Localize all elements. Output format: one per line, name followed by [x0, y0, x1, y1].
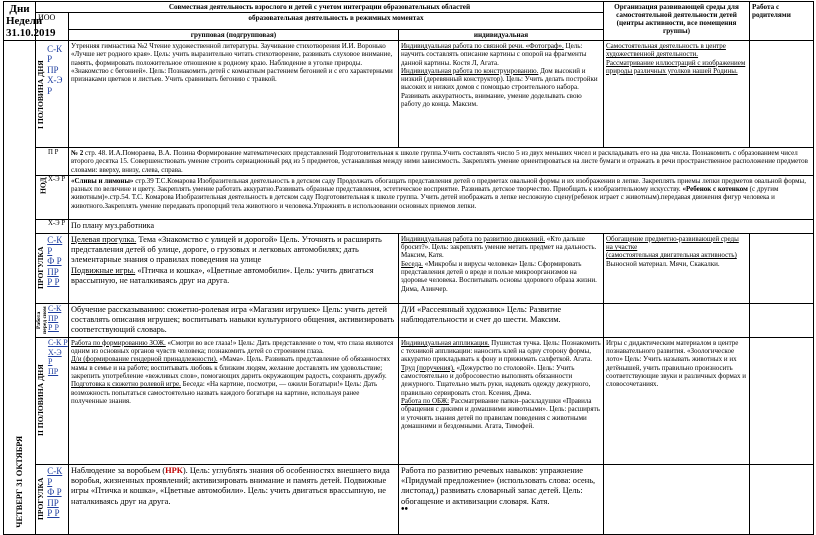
- sleep-ioo-2: ПР: [48, 313, 59, 323]
- nod1-ioo: П Р: [48, 148, 59, 156]
- walk1-ioo-4: Р Р: [47, 277, 60, 288]
- sleep-ioo-cell: [36, 303, 69, 337]
- r2-group-title: Работа по формированию ЗОЖ.: [71, 338, 166, 347]
- sleep-parents-cell: [750, 303, 814, 337]
- day-column: [4, 41, 36, 535]
- walk1-ioo-3: ПР: [47, 266, 59, 277]
- parents-header: Работа с родителями: [750, 2, 814, 41]
- walk1-group-b: «Птичка и кошка», «Цветные автомобили». Цель: учить двигаться врассыпную, не наталкиваясь друг на друга.: [71, 265, 374, 285]
- r1-group-cell: [69, 41, 399, 148]
- r2-group-cell: [69, 337, 399, 464]
- r2-ioo-1: С-К Р: [47, 338, 68, 348]
- nod1-text: стр. 48. И.А.Помораева, В.А. Позина Формирование математических представлений Подготовительная к школе группа.Учить составлять число 5 из двух меньших чисел и раскладывать его на два числа. Познакомить с образованием чисел второго десятка 15. Совершенствовать умение строить сериационный ряд из 5 предметов, устанавливая между ними зависимость. Закреплять умение ориентироваться на листе бумаги и отражать в речи пространственное расположение предметов словами: вверху, внизу, слева, справа.: [71, 149, 808, 174]
- walk2-environment-cell: [604, 464, 750, 534]
- r1-ioo-cell: [36, 41, 69, 148]
- r2-individual-b: «Дежурство по столовой». Цель: Учить самостоятельно и добросовестно выполнять обязанности дежурного. Тщательно мыть руки, надевать одежду дежурного, правильно сервировать стол. Ксения, Дима.: [401, 363, 591, 397]
- footer-dots: ••: [401, 504, 409, 515]
- r1-environment-text: Самостоятельная деятельность в центре художественной деятельности. Рассматривание иллюстраций с изображением природы различных уголков нашей Родины.: [606, 42, 746, 75]
- environment-header: Организация развивающей среды для самостоятельной деятельности детей (центры активности, все помещения группы): [604, 2, 750, 41]
- nod2-text-a: стр.39 Т.С.Комарова Изобразительная деятельность в детском саду Продолжать обогащать представления детей о предметах овальной формы и их изображении в лепке. Закреплять приемы лепки предметов овальной формы, разных по величине и цвету. Закреплять умение работать аккуратно.Развивать образные представления, эстетическое восприятие. Развивать детское творчество. Приобщать к изобразительному искусству.: [71, 176, 806, 194]
- walk2-ioo-3: ПР: [47, 497, 59, 508]
- walk1-individual-b-title: Беседа.: [401, 259, 423, 268]
- walk1-environment-c: Выносной материал. Мячи, Скакалки.: [606, 259, 720, 268]
- walk1-environment-a: Обогащение предметно-развивающей среды на участке: [606, 234, 739, 252]
- joint-header: Совместная деятельность взрослого и детей с учетом интеграции образовательных областей: [36, 2, 604, 13]
- plan-table: [3, 1, 814, 535]
- r1-ioo-1: С-К Р: [47, 43, 63, 64]
- walk1-group-title: Целевая прогулка.: [71, 234, 137, 244]
- r2-individual-a: Пушистая тучка. Цель: Познакомить с техникой аппликации: наносить клей на одну сторону формы, аккуратно прикладывать к фону и прижимать салфеткой. Агата.: [401, 338, 601, 364]
- r2-parents-cell: [750, 337, 814, 464]
- nod2-ioo: Х-Э Р: [48, 176, 66, 184]
- walk1-games-title: Подвижные игры.: [71, 265, 136, 275]
- r1-individual-a: Цель: научить составлять описание картины с опорой на фрагменты данной картины. Костя Л, Агата.: [401, 42, 587, 67]
- walk2-ioo-2: Ф Р: [47, 487, 62, 498]
- r2-ioo-3: ПР: [47, 366, 59, 376]
- walk1-section-label: ПРОГУЛКА: [36, 247, 45, 290]
- r2-individual-cell: [399, 337, 604, 464]
- r2-group-c-title: Подготовка к сюжетно ролевой игре.: [71, 380, 181, 389]
- ioo-header: ИОО: [36, 13, 69, 41]
- r1-individual-b: Дом высокий и низкий (деревянный конструктор). Цель: Учить делать постройки высоких и низких домов с помощью строительного набора. Развивать аккуратность, внимание, умение доделывать свою работу до конца. Максим.: [401, 66, 598, 109]
- sleep-ioo-3: Р Р: [48, 323, 59, 333]
- r1-group-text: Утренняя гимнастика №2 Чтение художественной литературы. Заучивание стихотворения И.И. Воронько «Лучше нет родного края». Цель: учить выразительно читать стихотворение, развивать слуховое внимание, память, формировать положительное отношение к родному краю. Наблюдение в уголке природы. «Знакомство с бегонией». Цель: Познакомить детей с комнатным растением бегонией и с его характерными признаками цветков и листьев. Учить сравнивать бегонию с травкой.: [71, 42, 393, 84]
- sleep-group-text: Обучение рассказыванию: сюжетно-ролевая игра «Магазин игрушек» Цель: учить детей составлять описания игрушек; воспитывать навыки культурного общения, активизировать соответствующий словарь.: [71, 304, 395, 335]
- day-week-label: Дни Недели: [6, 3, 43, 27]
- day-label: ЧЕТВЕРГ 31 ОКТЯБРЯ: [15, 436, 24, 528]
- r1-parents-cell: [750, 41, 814, 148]
- sleep-environment-cell: [604, 303, 750, 337]
- walk2-group-a: Наблюдение за воробьем (: [71, 465, 166, 475]
- sleep-individual-text: Д/И «Рассеянный художник» Цель: Развитие наблюдательности и счет до шести. Максим.: [401, 304, 562, 325]
- walk2-group-cell: [69, 464, 399, 534]
- nod3-ioo: Х-Э Р: [48, 220, 66, 228]
- r2-group-a: «Смотри во все глаза!» Цель: Дать представление о том, что глаза являются одним из основных органов чувств человека; познакомить детей со строением глаза.: [71, 338, 394, 356]
- nod1-cell: [69, 148, 814, 176]
- r2-ioo-cell: [36, 337, 69, 464]
- r1-individual-b-title: Индивидуальная работа по конструированию.: [401, 66, 539, 75]
- walk2-ioo-cell: [36, 464, 69, 534]
- date-label: 31.10.2019: [6, 27, 56, 39]
- walk1-individual-cell: [399, 233, 604, 303]
- r2-individual-c: Рассматривание папки–раскладушки «Правила обращения с дикими и домашними животными». Цель: расширять и уточнять знания детей по правилам поведения с животными домашними и бездомными. Агата, Тимофей.: [401, 396, 600, 430]
- nod-section-label: НОД: [38, 177, 48, 195]
- nod2-cell: [69, 175, 814, 219]
- sleep-ioo-1: С-К: [48, 304, 62, 314]
- walk2-section-label: ПРОГУЛКА: [36, 478, 45, 521]
- group-header: групповая (подгрупповая): [69, 30, 399, 41]
- r1-ioo-2: ПР: [47, 64, 59, 75]
- walk1-individual-b: «Микробы и вирусы человека» Цель: Сформировать представления детей о вреде и пользе микроорганизмов на здоровье человека. Воспитывать основы здорового образа жизни. Дима, Азинчер.: [401, 259, 597, 293]
- walk1-individual-a: «Кто дальше бросит?». Цель: закреплять умение метать предмет на дальность. Максим, Катя.: [401, 234, 597, 260]
- walk2-individual-cell: [399, 464, 604, 534]
- walk1-ioo-2: Ф Р: [47, 256, 62, 267]
- r1-section-label: I ПОЛОВИНА ДНЯ: [36, 59, 45, 129]
- walk1-environment-cell: [604, 233, 750, 303]
- nod2-title: «Сливы и лимоны»: [71, 176, 134, 185]
- r1-ioo-3: Х-Э Р: [47, 75, 63, 96]
- walk2-individual-text: Работа по развитию речевых навыков: упражнение «Придумай предложение» (использовать слова: осень, листопад,) развивать словарный запас детей. Цель: обогащение и активизации словаря. Катя.: [401, 465, 596, 506]
- r2-environment-text: Игры с дидактическим материалом в центре познавательного развития. «Зоологическое лото» Цель: Учить называть животных и их детёнышей, учить правильно произносить соответствующие звуки и различных формах и словосочетаниях.: [606, 338, 747, 389]
- r2-individual-b-title: Труд (поручения).: [401, 363, 455, 372]
- walk2-ioo-1: С-К Р: [47, 466, 63, 487]
- r1-individual-a-title: Индивидуальная работа по связной речи. «Фотограф».: [401, 42, 564, 50]
- walk1-parents-cell: [750, 233, 814, 303]
- r1-environment-cell: [604, 41, 750, 148]
- walk1-ioo-cell: [36, 233, 69, 303]
- walk1-environment-b: (самостоятельная двигательная активность): [606, 251, 737, 260]
- walk1-group-cell: [69, 233, 399, 303]
- individual-header: индивидуальная: [399, 30, 604, 41]
- walk2-group-b: ). Цель: углублять знания об особенностях внешнего вида воробья, жизненных проявлений; активизировать внимание и память детей. Подвижные игры «Птичка и кошка», «Цветные автомобили». Цель: учить двигаться врассыпную, не наталкиваясь друг на друга.: [71, 465, 390, 506]
- walk1-ioo-1: С-К Р: [47, 235, 63, 256]
- sleep-section-label: Работа перед сном: [36, 306, 48, 335]
- nod3-text: По плану муз.работника: [71, 220, 154, 230]
- sleep-individual-cell: [399, 303, 604, 337]
- walk2-parents-cell: [750, 464, 814, 534]
- r2-individual-c-title: Работа по ОБЖ:: [401, 396, 450, 405]
- walk2-nrk-badge: НРК: [165, 465, 183, 475]
- walk1-group-a: Тема «Знакомство с улицей и дорогой» Цель. Уточнять и расширять представления детей об улице, дороге, о грузовых и легковых автомобилях; дать элементарные знания о правилах поведения на улице: [71, 234, 382, 265]
- r2-group-c: Беседа: «На картине, посмотри, — ожили Богатыри!» Цель: Дать возможность попытаться самостоятельно назвать каждого богатыря на картине, используя ранее полученные знания.: [71, 380, 378, 405]
- regime-header: образовательная деятельность в режимных моментах: [69, 13, 604, 30]
- nod3-cell: [69, 219, 814, 233]
- sleep-group-cell: [69, 303, 399, 337]
- r2-section-label: II ПОЛОВИНА ДНЯ: [36, 365, 45, 437]
- r2-group-b: «Мама». Цель. Развивать представление об обязанностях мамы в семье и на работе; воспитывать любовь к близким людям, желание доставлять им удовольствие; закрепить употребление «вежливых слов», помогающих дарить окружающим радость, сохранять дружбу.: [71, 355, 391, 381]
- nod2-text-b: (с другим животным)».стр.54. Т.С. Комарова Изобразительная деятельность в детском саду Подготовительная к школе группа. Учить детей изображать в лепке несложную сцену(ребенок играет с животным).передавая движения фигур человека и животного.Закреплять умение передавать пропорций тела животного и человека.Упражнять в использовании основных приемов лепки.: [71, 185, 779, 210]
- r2-group-b-title: Д/и (формирование гендерной принадлежности).: [71, 355, 218, 364]
- nod2-title-b: «Ребенок с котенком: [682, 185, 748, 194]
- r1-individual-cell: [399, 41, 604, 148]
- r2-ioo-2: Х-Э Р: [47, 347, 62, 367]
- walk1-individual-title: Индивидуальная работа по развитию движений.: [401, 234, 546, 243]
- r2-individual-a-title: Индивидуальная аппликация.: [401, 338, 490, 347]
- nod1-num: № 2: [71, 149, 84, 157]
- walk2-ioo-4: Р Р: [47, 508, 60, 519]
- r2-environment-cell: [604, 337, 750, 464]
